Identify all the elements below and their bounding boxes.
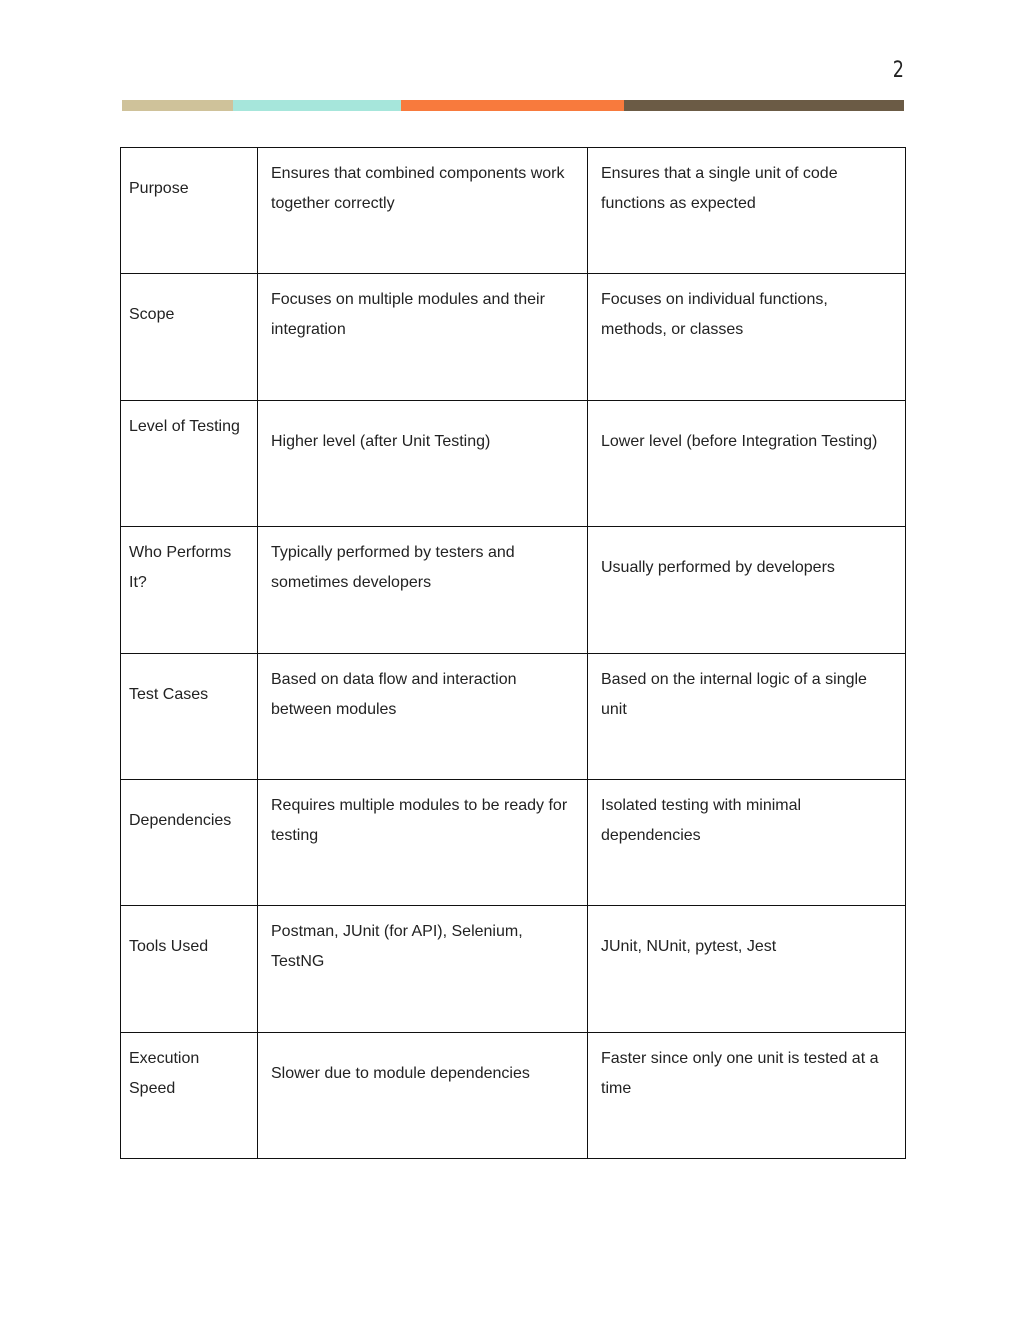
table-row	[121, 274, 906, 400]
integration-cell	[258, 906, 588, 1032]
row-label-cell	[121, 1032, 258, 1158]
row-label: Execution Speed	[129, 1049, 200, 1097]
color-bar-segment-brown	[624, 100, 904, 111]
integration-cell	[258, 779, 588, 905]
row-label-cell	[121, 148, 258, 274]
integration-text: Focuses on multiple modules and their integration	[271, 291, 545, 339]
unit-cell	[588, 653, 906, 779]
row-label: Who Performs It?	[129, 544, 232, 592]
integration-text: Requires multiple modules to be ready for testing	[271, 796, 568, 844]
table-row	[121, 148, 906, 274]
integration-text: Slower due to module dependencies	[271, 1064, 530, 1082]
unit-cell	[588, 1032, 906, 1158]
row-label-cell	[121, 274, 258, 400]
row-label: Purpose	[129, 180, 189, 197]
table-row	[121, 400, 906, 526]
unit-cell	[588, 906, 906, 1032]
color-bar-segment-orange	[401, 100, 624, 111]
row-label: Scope	[129, 306, 175, 324]
integration-text: Postman, JUnit (for API), Selenium, TestNG	[271, 923, 523, 971]
unit-cell	[588, 400, 906, 526]
unit-cell	[588, 274, 906, 400]
row-label-cell	[121, 400, 258, 526]
color-bar-segment-tan	[122, 100, 233, 111]
row-label: Dependencies	[129, 811, 232, 829]
table-row	[121, 906, 906, 1032]
row-label: Level of Testing	[129, 417, 240, 435]
color-bar-segment-aqua	[233, 100, 401, 111]
table-row	[121, 527, 906, 653]
unit-text: Lower level (before Integration Testing)	[601, 432, 878, 450]
integration-cell	[258, 400, 588, 526]
unit-text: Usually performed by developers	[601, 559, 835, 577]
row-label-cell	[121, 906, 258, 1032]
unit-text: Faster since only one unit is tested at a time	[601, 1049, 879, 1097]
table-row	[121, 653, 906, 779]
integration-text: Typically performed by testers and sometimes developers	[271, 544, 515, 592]
unit-cell	[588, 527, 906, 653]
row-label-cell	[121, 779, 258, 905]
row-label: Tools Used	[129, 938, 209, 956]
integration-cell	[258, 274, 588, 400]
row-label-cell	[121, 653, 258, 779]
integration-cell	[258, 653, 588, 779]
unit-text: Isolated testing with minimal dependencies	[601, 796, 802, 844]
unit-text: Based on the internal logic of a single unit	[601, 670, 867, 718]
unit-text: Ensures that a single unit of code functions as expected	[601, 165, 838, 212]
integration-cell	[258, 1032, 588, 1158]
integration-text: Higher level (after Unit Testing)	[271, 432, 491, 450]
header-color-bar	[122, 100, 904, 111]
integration-cell	[258, 148, 588, 274]
table-row	[121, 1032, 906, 1158]
comparison-table	[120, 147, 906, 1159]
row-label-cell	[121, 527, 258, 653]
table-row	[121, 779, 906, 905]
integration-cell	[258, 527, 588, 653]
unit-text: Focuses on individual functions, methods, or classes	[601, 291, 828, 339]
page-number: 2	[892, 58, 904, 83]
unit-cell	[588, 779, 906, 905]
integration-text: Based on data flow and interaction between modules	[271, 670, 517, 718]
row-label: Test Cases	[129, 685, 209, 703]
integration-text: Ensures that combined components work together correctly	[271, 165, 565, 212]
unit-text: JUnit, NUnit, pytest, Jest	[601, 938, 777, 956]
unit-cell	[588, 148, 906, 274]
